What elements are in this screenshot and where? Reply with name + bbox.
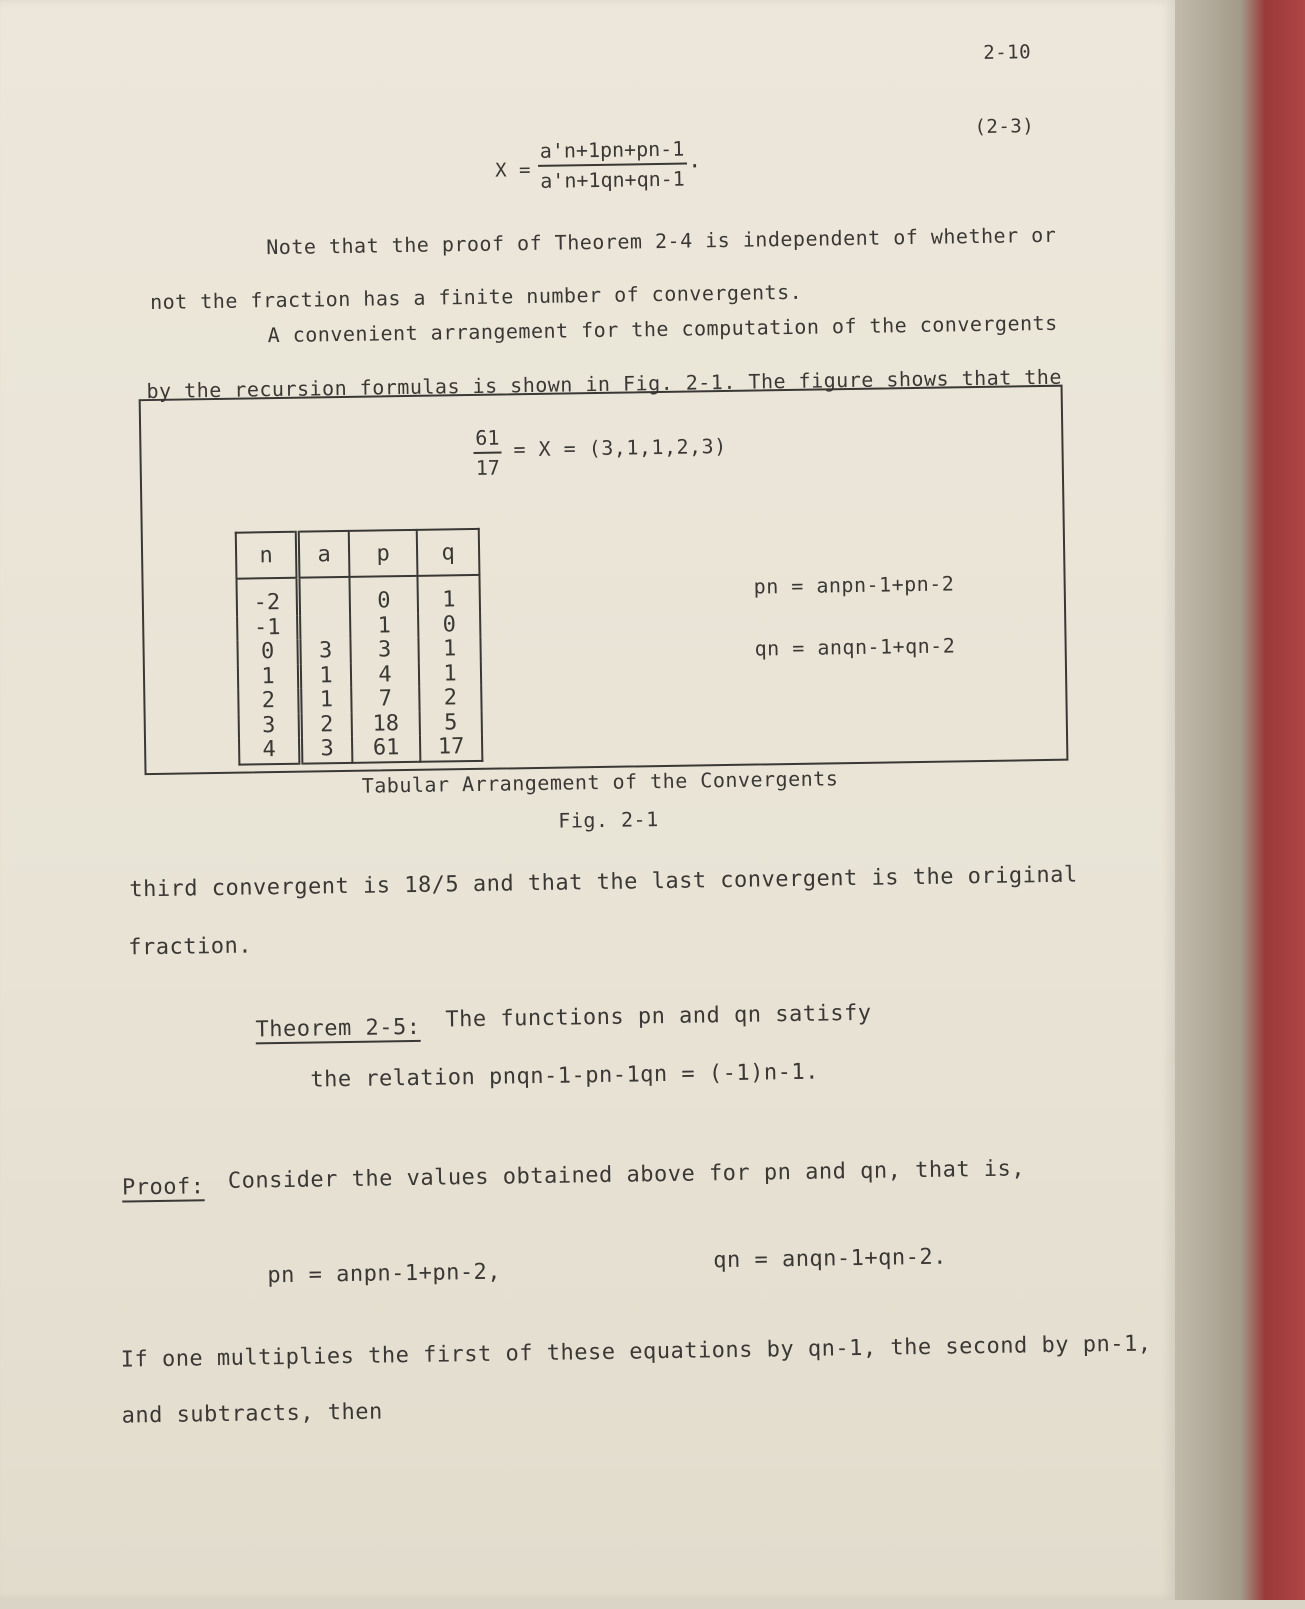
- table-row: [239, 735, 482, 764]
- proof-line: Consider the values obtained above for pn and qn, that is,: [227, 1156, 1026, 1194]
- recursion-formula-q: qn = anqn-1+qn-2: [754, 633, 956, 661]
- table-cell: 2: [419, 686, 481, 711]
- table-header: p: [349, 530, 418, 577]
- table-cell: 7: [351, 687, 419, 713]
- equation-number: (2-3): [974, 115, 1035, 139]
- recursion-formula-p: pn = anpn-1+pn-2: [753, 571, 955, 599]
- table-cell: 1: [350, 613, 418, 639]
- table-cell: 1: [238, 664, 300, 689]
- table-cell: 18: [352, 711, 420, 737]
- table-cell: 4: [351, 662, 419, 688]
- figure-label: Fig. 2-1: [558, 807, 659, 833]
- table-cell: 61: [352, 736, 420, 763]
- equation-period: .: [687, 148, 702, 174]
- equation-denominator: a'n+1qn+qn-1: [540, 166, 685, 193]
- table-cell: [298, 577, 350, 615]
- proof-equation-p: pn = anpn-1+pn-2,: [267, 1259, 502, 1289]
- paragraph-line: fraction.: [128, 933, 253, 961]
- table-cell: -2: [236, 578, 298, 616]
- table-row: [236, 575, 480, 616]
- table-cell: 17: [420, 735, 482, 761]
- figure-fraction-numerator: 61: [473, 426, 502, 454]
- paragraph-line: by the recursion formulas is shown in Fig. 2-1. The figure shows that the: [146, 364, 1063, 404]
- table-cell: 1: [300, 688, 352, 713]
- table-cell: 4: [239, 738, 301, 764]
- table-cell: 2: [238, 689, 300, 714]
- table-cell: 3: [299, 639, 351, 664]
- theorem-label: Theorem 2-5:: [255, 1014, 421, 1043]
- paragraph-line: third convergent is 18/5 and that the last convergent is the original: [129, 862, 1078, 903]
- table-cell: 1: [418, 637, 480, 662]
- table-cell: -1: [237, 615, 299, 640]
- table-header: a: [297, 531, 349, 578]
- page-number: 2-10: [983, 41, 1032, 64]
- table-header-row: [236, 529, 480, 579]
- table-cell: 2: [300, 712, 352, 737]
- table-cell: 0: [237, 640, 299, 665]
- equation-lhs: X =: [494, 159, 532, 182]
- figure-fraction: [473, 426, 502, 480]
- equation-fraction: [538, 137, 687, 193]
- proof-equation-q: qn = anqn-1+qn-2.: [713, 1244, 948, 1274]
- figure-box: [139, 385, 1069, 775]
- paragraph-line: not the fraction has a finite number of convergents.: [149, 279, 803, 315]
- table-cell: 1: [417, 575, 480, 613]
- table-cell: 1: [419, 661, 481, 686]
- equation-numerator: a'n+1pn+pn-1: [538, 137, 687, 167]
- paragraph-line: A convenient arrangement for the computation of the convergents: [267, 310, 1058, 348]
- table-cell: 3: [239, 713, 301, 738]
- proof-line: and subtracts, then: [121, 1399, 383, 1429]
- table-header: q: [417, 529, 480, 576]
- figure-caption: Tabular Arrangement of the Convergents: [361, 766, 839, 798]
- proof-label: Proof:: [121, 1174, 205, 1201]
- figure-expression: = X = (3,1,1,2,3): [513, 433, 727, 462]
- table-cell: 0: [349, 576, 418, 615]
- table-cell: 0: [418, 612, 480, 637]
- table-cell: 3: [300, 737, 352, 763]
- table-cell: [299, 614, 351, 639]
- table-cell: 1: [299, 663, 351, 688]
- theorem-line: the relation pnqn-1-pn-1qn = (-1)n-1.: [310, 1059, 820, 1093]
- table-header: n: [236, 532, 298, 579]
- convergents-table: [235, 528, 484, 765]
- table-cell: 3: [350, 638, 418, 664]
- proof-line: If one multiplies the first of these equations by qn-1, the second by pn-1,: [120, 1331, 1152, 1373]
- table-cell: 5: [420, 710, 482, 735]
- figure-fraction-denominator: 17: [475, 455, 501, 480]
- paragraph-line: Note that the proof of Theorem 2-4 is independent of whether or: [266, 222, 1057, 260]
- theorem-line: The functions pn and qn satisfy: [445, 1000, 872, 1033]
